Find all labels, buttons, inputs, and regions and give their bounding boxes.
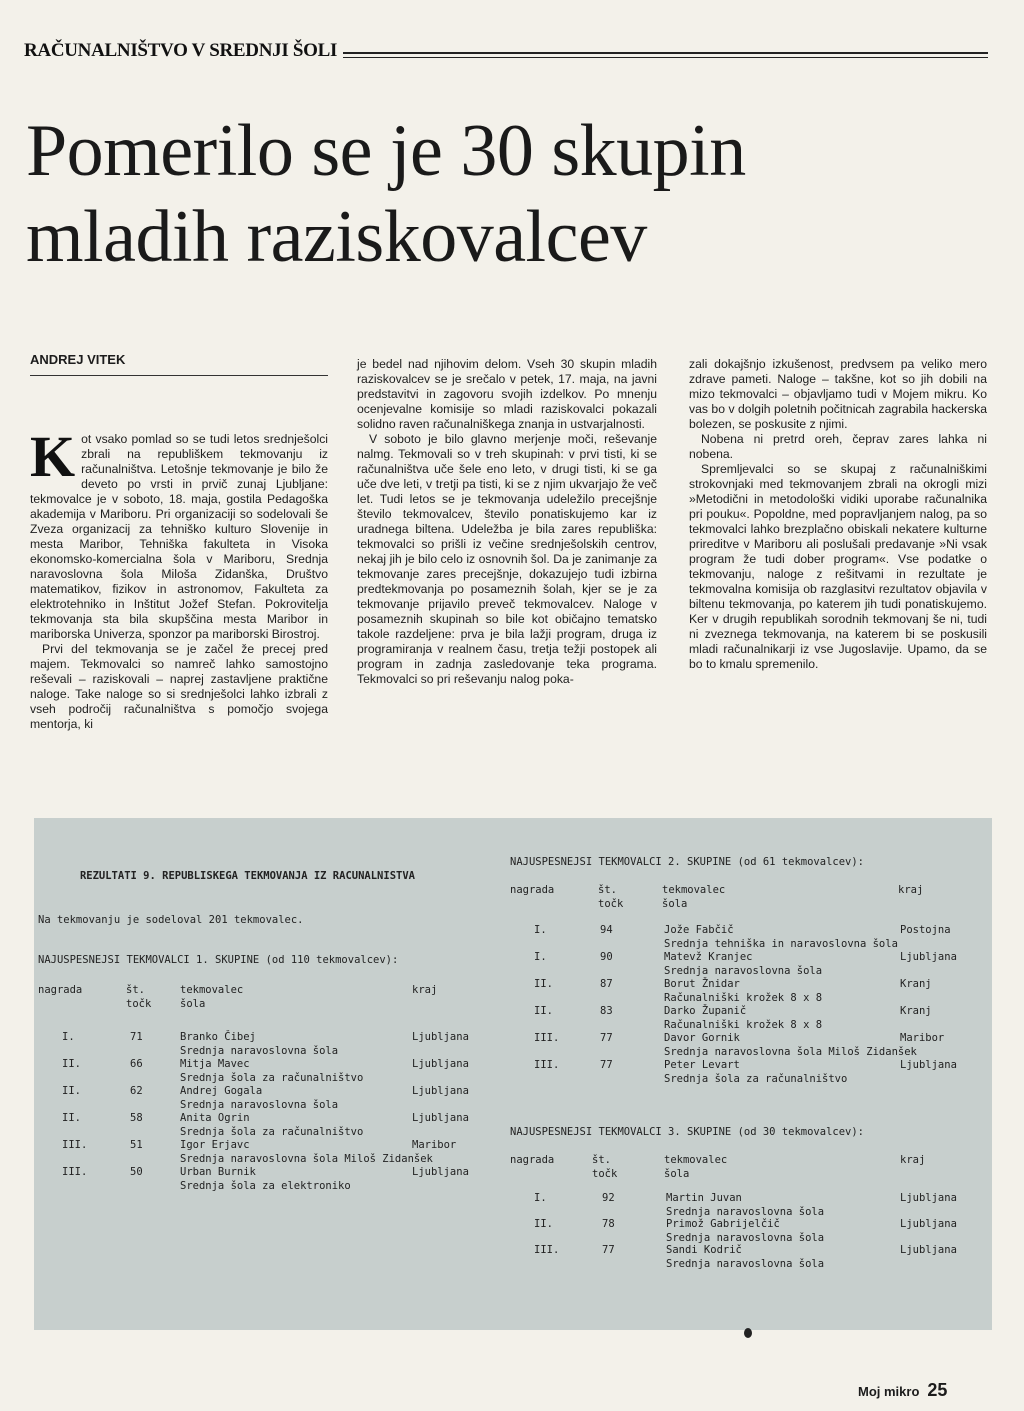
page-number: 25 [927,1380,948,1400]
result-name: Peter Levart [664,1059,740,1071]
group-1-col-place: kraj [412,984,438,996]
paragraph: Prvi del tekmovanja se je začel že precej pred majem. Tekmovalci so namreč lahko samostojno reševali – raziskovali – naprej zastavljene praktične naloge. Take naloge so si srednješolci lahko izbrali z vseh področij računalništva s pomočjo svojega mentorja, ki [30,642,328,731]
paragraph: Spremljevalci so se skupaj z računalniškimi strokovnjaki med tekmovanjem zbrali na okrogli mizi »Metodični in metodološki vidiki uporabe računalnika pri pouku«. Popoldne, med popravljanjem nalog, pa so tekmovalci lahko brezplačno obiskali nekatere kulturne prireditve v Mariboru ali poslušali predavanje »Ni vsak program že tudi dober program«. Vse podatke o tekmovanju, naloge z rešitvami in rezultate je tekmovalna komisija ob razglasitvi rezultatov objavila v biltenu tekmovanja, po katerem jih tudi ponatiskujemo. Ker v drugih republikah sorodnih tekmovanj še ni, tudi ni zveznega tekmovanja, na katerem bi se poskusili mladi računalnikarji iz vse Jugoslavije. Upamo, da se bo to kmalu spremenilo. [689,462,987,671]
result-award: I. [62,1031,75,1043]
result-award: II. [534,1218,553,1230]
result-name: Davor Gornik [664,1032,740,1044]
result-points: 92 [602,1192,615,1204]
result-award: III. [62,1139,88,1151]
section-label: RAČUNALNIŠTVO V SREDNJI ŠOLI [24,40,338,61]
paragraph: V soboto je bilo glavno merjenje moči, reševanje nalmg. Tekmovali so v treh skupinah: v prvi tisti, ki se računalništva uče šele eno leto, v drugi tisti, ki se ga uče dve leti, v tretji pa tisti, ki se z njim ukvarjajo že več let. Tudi letos se je tekmovanja udeležilo precejšnje število tekmovalcev, število ponatiskujemo kar iz uradnega biltena. Udeležba je bila zares republiška: tekmovalci so prišli iz večine srednješolskih centrov, nekaj jih je bilo celo iz osnovnih šol. Da je zanimanje za tekmovanje zares precejšnje, dokazujejo tudi izbirna predtekmovanja po posameznih šolah, kjer se je za tekmovanje prijavilo preveč tekmovalcev. Naloge v posameznih skupinah so bile kot običajno tematsko takole razdeljene: prva je bila lažji program, druga iz programiranja v realnem času, tretja težji postopek ali program in zadnja zasledovanje teka programa. Tekmovalci so pri reševanju nalog poka- [357,432,657,686]
result-place: Kranj [900,1005,932,1017]
page-footer [858,1380,947,1401]
result-place: Ljubljana [412,1112,469,1124]
magazine-name: Moj mikro [858,1384,920,1399]
result-points: 51 [130,1139,143,1151]
result-school: Srednja naravoslovna šola Miloš Zidanšek [180,1152,433,1165]
result-place: Maribor [900,1032,945,1044]
title-line-2: mladih raziskovalcev [26,196,647,278]
result-name: Primož Gabrijelčič [666,1218,780,1230]
drop-cap: K [30,424,76,489]
result-award: III. [534,1059,560,1071]
result-place: Kranj [900,978,932,990]
paragraph: Nobena ni pretrd oreh, čeprav zares lahka ni nobena. [689,432,987,461]
result-award: II. [534,978,553,990]
result-name: Matevž Kranjec [664,951,753,963]
result-school: Srednja naravoslovna šola Miloš Zidanšek [664,1045,917,1058]
group-1-col-award: nagrada [38,984,83,996]
result-school: Srednja šola za računalništvo [664,1072,848,1085]
result-place: Ljubljana [900,1192,957,1204]
result-name: Borut Žnidar [664,978,740,990]
result-points: 94 [600,924,613,936]
result-points: 77 [600,1059,613,1071]
result-school: Srednja naravoslovna šola [666,1257,825,1270]
result-award: II. [62,1112,81,1124]
result-award: III. [62,1166,88,1178]
result-place: Ljubljana [412,1031,469,1043]
result-points: 90 [600,951,613,963]
results-intro: Na tekmovanju je sodeloval 201 tekmovalec. [38,914,304,926]
result-school: Srednja tehniška in naravoslovna šola [664,937,898,950]
result-name: Anita Ogrin [180,1112,250,1124]
result-points: 87 [600,978,613,990]
result-points: 78 [602,1218,615,1230]
result-points: 77 [600,1032,613,1044]
results-printout [34,818,992,1330]
section-header [24,30,988,60]
result-name: Igor Erjavc [180,1139,250,1151]
result-school: Srednja naravoslovna šola [180,1044,339,1057]
result-name: Martin Juvan [666,1192,742,1204]
results-title: REZULTATI 9. REPUBLISKEGA TEKMOVANJA IZ RACUNALNISTVA [79,869,415,882]
result-school: Srednja naravoslovna šola [666,1231,825,1244]
result-award: II. [62,1058,81,1070]
result-school: Srednja naravoslovna šola [180,1098,339,1111]
result-points: 83 [600,1005,613,1017]
author-byline: ANDREJ VITEK [30,352,328,376]
result-points: 66 [130,1058,143,1070]
result-name: Mitja Mavec [180,1058,250,1070]
group-3-col-points: št. točk [592,1154,618,1180]
result-award: I. [534,951,547,963]
title-line-1: Pomerilo se je 30 skupin [26,110,746,192]
ink-dot [744,1328,752,1338]
result-points: 62 [130,1085,143,1097]
result-points: 50 [130,1166,143,1178]
result-points: 58 [130,1112,143,1124]
group-2-col-award: nagrada [510,884,555,896]
article-column-3 [689,357,987,672]
result-award: II. [534,1005,553,1017]
group-1-heading: NAJUSPESNEJSI TEKMOVALCI 1. SKUPINE (od 110 tekmovalcev): [38,954,399,966]
group-3-col-name: tekmovalec šola [664,1154,728,1180]
result-school: Računalniški krožek 8 x 8 [664,991,823,1004]
paragraph: Kot vsako pomlad so se tudi letos srednješolci zbrali na republiškem tekmovanju iz računalništva. Letošnje tekmovanje je bilo že deveto po vrsti in prvič zunaj Ljubljane: tekmovalce je v soboto, 18. maja, gostila Pedagoška akademija v Mariboru. Pri organizaciji so sodelovali še Zveza organizacij za tehniško kulturo Slovenije in mesta Maribor, Tehniška fakulteta in Visoka ekonomsko-komercialna šola v Mariboru, Srednja naravoslovna šola Miloša Zidanška, Društvo matematikov, fizikov in astronomov, Fakulteta za elektrotehniko in Inštitut Jožef Stefan. Pokroviteljа tekmovanja sta bila skupščina mesta Maribor in mariborska Univerza, sponzor pa mariborski Birostroj. [30,424,328,641]
group-1-col-name: tekmovalec šola [180,984,244,1010]
result-name: Sandi Kodrič [666,1244,742,1256]
result-school: Srednja šola za elektroniko [180,1179,351,1192]
header-rule [343,52,988,58]
result-school: Srednja naravoslovna šola [664,964,823,977]
result-school: Srednja naravoslovna šola [666,1205,825,1218]
result-place: Ljubljana [900,1218,957,1230]
paragraph: je bedel nad njihovim delom. Vseh 30 skupin mladih raziskovalcev se je srečalo v petek, 17. maja, na javni predstavitvi in zagovoru svojih izdelkov. Po mnenju ocenjevalne komisije so mladi raziskovalci pokazali solidno raven računalniškega znanja in ustvarjalnosti. [357,357,657,431]
result-place: Ljubljana [412,1166,469,1178]
group-2-col-points: št. točk [598,884,624,910]
result-points: 71 [130,1031,143,1043]
result-name: Andrej Gogala [180,1085,263,1097]
group-1-col-points: št. točk [126,984,152,1010]
result-place: Ljubljana [412,1085,469,1097]
result-place: Ljubljana [412,1058,469,1070]
result-place: Ljubljana [900,1244,957,1256]
result-award: III. [534,1244,560,1256]
result-school: Računalniški krožek 8 x 8 [664,1018,823,1031]
result-points: 77 [602,1244,615,1256]
result-school: Srednja šola za računalništvo [180,1125,364,1138]
result-place: Ljubljana [900,1059,957,1071]
result-award: III. [534,1032,560,1044]
group-2-col-name: tekmovalec šola [662,884,726,910]
group-2-col-place: kraj [898,884,924,896]
result-name: Branko Čibej [180,1031,256,1043]
paragraph: zali dokajšnjo izkušenost, predvsem pa veliko mero zdrave pameti. Naloge – takšne, kot so jih dobili na mizo tekmovalci – objavljamo tudi v Mojem mikru. Ko vas bo v dolgih poletnih počitnicah zagrabila hackerska bolezen, se poskusite z njimi. [689,357,987,431]
article-title [26,108,986,280]
group-3-heading: NAJUSPESNEJSI TEKMOVALCI 3. SKUPINE (od 30 tekmovalcev): [510,1126,865,1138]
result-award: I. [534,1192,547,1204]
result-name: Urban Burnik [180,1166,256,1178]
result-place: Postojna [900,924,951,936]
group-2-heading: NAJUSPESNEJSI TEKMOVALCI 2. SKUPINE (od 61 tekmovalcev): [510,856,865,868]
article-column-2 [357,357,657,687]
group-3-col-award: nagrada [510,1154,555,1166]
result-name: Darko Županič [664,1005,747,1017]
result-award: I. [534,924,547,936]
result-school: Srednja šola za računalništvo [180,1071,364,1084]
result-name: Jože Fabčič [664,924,734,936]
result-award: II. [62,1085,81,1097]
result-place: Maribor [412,1139,457,1151]
result-place: Ljubljana [900,951,957,963]
group-3-col-place: kraj [900,1154,926,1166]
article-column-1 [30,424,328,732]
